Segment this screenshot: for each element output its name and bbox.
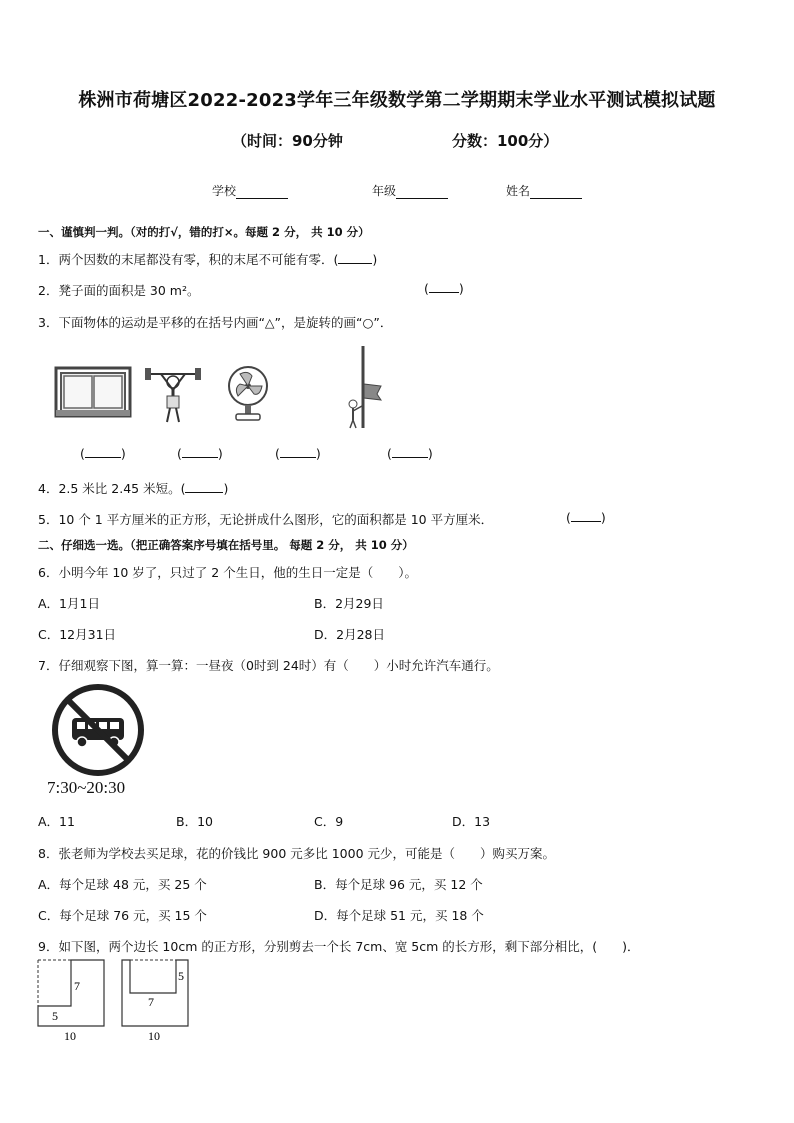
square-figure-b: [120, 958, 194, 1042]
fig-b-label-5: 5: [178, 969, 184, 983]
q6-option-d[interactable]: D．2月28日: [314, 627, 385, 642]
question-4: 4．2.5 米比 2.45 米短。( ): [38, 481, 229, 496]
exam-score: 分数：100分）: [452, 132, 559, 150]
question-7: 7．仔细观察下图，算一算：一昼夜（0时到 24时）有（ ）小时允许汽车通行。: [38, 658, 499, 673]
question-1-text: 1．两个因数的末尾都没有零，积的末尾不可能有零．(: [38, 252, 339, 267]
q7-option-b[interactable]: B．10: [176, 814, 213, 829]
picture-answer-2: ( ): [177, 446, 223, 461]
grade-field[interactable]: [372, 182, 448, 199]
fig-a-label-7: 7: [74, 979, 80, 993]
answer-blank-4[interactable]: [185, 492, 223, 493]
weightlifter-picture: [143, 360, 203, 426]
question-1: [38, 250, 377, 268]
allowed-time-label: 7:30~20:30: [47, 778, 126, 797]
grade-label: 年级: [372, 184, 397, 198]
school-label: 学校: [212, 184, 237, 198]
answer-2: [424, 281, 464, 296]
q6-option-c[interactable]: C．12月31日: [38, 627, 117, 642]
question-8: 8．张老师为学校去买足球，花的价钱比 900 元多比 1000 元少，可能是（ ）购买万案。: [38, 846, 556, 861]
picture-answer-1: ( ): [80, 446, 126, 461]
page-title: 株洲市荷塘区2022-2023学年三年级数学第二学期期末学业水平测试模拟试题: [78, 90, 716, 111]
fig-b-label-7: 7: [148, 995, 154, 1009]
no-bus-sign: [50, 682, 146, 778]
question-6: 6．小明今年 10 岁了，只过了 2 个生日，他的生日一定是（ ）。: [38, 565, 417, 580]
picture-answer-3: ( ): [275, 446, 321, 461]
answer-2-open: (: [424, 281, 429, 296]
fig-a-label-10: 10: [64, 1029, 76, 1042]
answer-2-close: ): [458, 281, 464, 296]
q6-option-b[interactable]: B．2月29日: [314, 596, 384, 611]
picture-blank-4[interactable]: [392, 457, 428, 458]
fig-b-label-10: 10: [148, 1029, 160, 1042]
q7-option-d[interactable]: D．13: [452, 814, 491, 829]
question-4-text: 4．2.5 米比 2.45 米短。(: [38, 481, 186, 496]
grade-line: [396, 186, 448, 199]
question-3: 3．下面物体的运动是平移的在括号内画“△”，是旋转的画“○”．: [38, 315, 393, 330]
square-figure-a: [36, 958, 110, 1042]
q8-option-a[interactable]: A．每个足球 48 元，买 25 个: [38, 877, 207, 892]
question-5: 5．10 个 1 平方厘米的正方形，无论拼成什么图形，它的面积都是 10 平方厘米．: [38, 512, 494, 527]
name-label: 姓名: [506, 184, 531, 198]
school-line: [236, 186, 288, 199]
picture-blank-3[interactable]: [280, 457, 316, 458]
name-line: [530, 186, 582, 199]
q8-option-b[interactable]: B．每个足球 96 元，买 12 个: [314, 877, 483, 892]
question-1-end: ): [372, 252, 378, 267]
answer-5: ( ): [566, 510, 606, 525]
school-field[interactable]: [212, 182, 288, 199]
window-picture: [54, 366, 132, 418]
fan-picture: [224, 364, 272, 422]
exam-time: （时间：90分钟: [232, 132, 343, 150]
answer-blank-1[interactable]: [338, 263, 372, 264]
picture-answer-4: ( ): [387, 446, 433, 461]
picture-blank-2[interactable]: [182, 457, 218, 458]
fig-a-label-5: 5: [52, 1009, 58, 1023]
flag-raising-picture: [343, 344, 383, 430]
question-2: 2．凳子面的面积是 30 m²。: [38, 283, 200, 298]
section-2-heading: 二、仔细选一选。（把正确答案序号填在括号里。 每题 2 分， 共 10 分）: [38, 538, 414, 552]
section-1-heading: 一、谨慎判一判。（对的打√，错的打×。每题 2 分， 共 10 分）: [38, 225, 370, 239]
q8-option-c[interactable]: C．每个足球 76 元，买 15 个: [38, 908, 207, 923]
q6-option-a[interactable]: A．1月1日: [38, 596, 100, 611]
q8-option-d[interactable]: D．每个足球 51 元，买 18 个: [314, 908, 484, 923]
answer-blank-5[interactable]: [571, 521, 601, 522]
picture-blank-1[interactable]: [85, 457, 121, 458]
question-9: 9．如下图，两个边长 10cm 的正方形，分别剪去一个长 7cm、宽 5cm 的长方形，剩下部分相比，( )．: [38, 939, 640, 954]
name-field[interactable]: [506, 182, 582, 199]
answer-blank-2[interactable]: [429, 292, 459, 293]
q7-option-a[interactable]: A．11: [38, 814, 75, 829]
q7-option-c[interactable]: C．9: [314, 814, 344, 829]
